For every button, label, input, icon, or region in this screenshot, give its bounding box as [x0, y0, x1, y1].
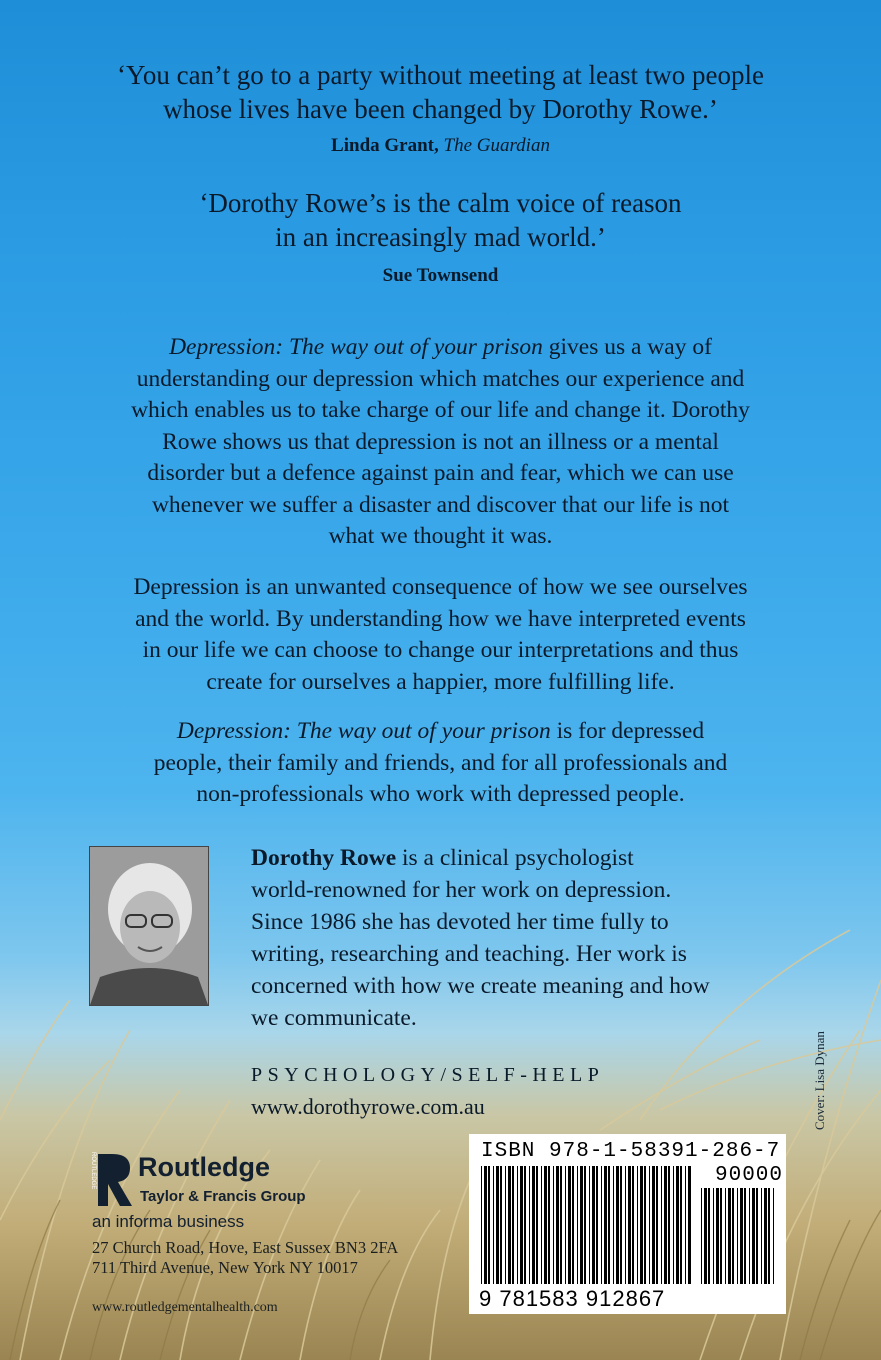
description-paragraph-2: Depression is an unwanted consequence of how we see ourselves and the world. By understanding how we have interpreted events in our life we can choose to change our interpretations and thus create for ourselves a happier, more fulfilling life.: [133, 574, 748, 695]
quote-source: The Guardian: [443, 135, 550, 156]
barcode-bar: [496, 1166, 499, 1284]
barcode-bar: [756, 1188, 758, 1284]
barcode-bar: [761, 1188, 762, 1284]
barcode-bar: [500, 1166, 502, 1284]
quote-2: [0, 186, 881, 254]
book-title-italic: Depression: The way out of your prison: [176, 718, 551, 744]
barcode-bar: [553, 1166, 554, 1284]
barcode-bar: [749, 1188, 750, 1284]
barcode-bar: [752, 1188, 755, 1284]
logo-lettering: ROUTLEDGE: [90, 1152, 96, 1190]
quote-line: ‘Dorothy Rowe’s is the calm voice of reason: [199, 188, 682, 218]
barcode-bar: [580, 1166, 583, 1284]
barcode-bar: [644, 1166, 646, 1284]
category-label: PSYCHOLOGY/SELF-HELP: [251, 1064, 605, 1086]
barcode-bar: [565, 1166, 566, 1284]
barcode-bar: [685, 1166, 686, 1284]
quote-1: [0, 58, 881, 126]
publisher-parent: an informa business: [92, 1212, 245, 1231]
barcode-bar: [713, 1188, 714, 1284]
barcode-bar: [661, 1166, 662, 1284]
price-code: 90000: [715, 1164, 784, 1187]
barcode-bar: [632, 1166, 634, 1284]
barcode-bar: [649, 1166, 650, 1284]
barcode-bar: [529, 1166, 530, 1284]
author-website-link[interactable]: www.dorothyrowe.com.au: [251, 1094, 485, 1119]
barcode-bar: [604, 1166, 607, 1284]
author-name: Dorothy Rowe: [251, 845, 397, 871]
barcode-bar: [652, 1166, 655, 1284]
barcode-bar: [773, 1188, 774, 1284]
barcode-bar: [625, 1166, 626, 1284]
quote-line: whose lives have been changed by Dorothy Rowe.’: [163, 94, 718, 124]
barcode-bar: [544, 1166, 547, 1284]
barcode-bar: [708, 1188, 710, 1284]
barcode-bar: [481, 1166, 482, 1284]
publisher-name: Routledge: [138, 1152, 270, 1182]
quote-line: ‘You can’t go to a party without meeting at least two people: [117, 60, 764, 90]
author-bio: Dorothy Rowe is a clinical psychologist world-renowned for her work on depression. Since 1986 she has devoted her time fully to writing, researching and teaching. Her work is concerned with how we create meaning and how we communicate.: [251, 845, 710, 1031]
barcode-bar: [596, 1166, 598, 1284]
quote-author: Sue Townsend: [382, 265, 499, 286]
barcode-bar: [764, 1188, 767, 1284]
barcode-bar: [673, 1166, 674, 1284]
barcode-bar: [704, 1188, 707, 1284]
barcode-bar: [584, 1166, 586, 1284]
author-portrait-icon: [90, 847, 208, 1005]
barcode-bar: [517, 1166, 518, 1284]
barcode-bar: [524, 1166, 526, 1284]
barcode-bar: [668, 1166, 670, 1284]
barcode-bar: [548, 1166, 550, 1284]
price-barcode-bars: [701, 1188, 777, 1284]
barcode-bar: [512, 1166, 514, 1284]
cover-credit: Cover: Lisa Dynan: [812, 1031, 827, 1130]
barcode-bar: [613, 1166, 614, 1284]
barcode-bar: [484, 1166, 487, 1284]
publisher-address-line: 27 Church Road, Hove, East Sussex BN3 2FA: [92, 1238, 399, 1257]
ean-barcode-bars: [481, 1166, 691, 1284]
description-paragraph-3: Depression: The way out of your prison is for depressed people, their family and friends, and for all professionals and non-professionals who work with depressed people.: [153, 718, 728, 807]
publisher-address-line: 711 Third Avenue, New York NY 10017: [92, 1258, 358, 1277]
barcode-bar: [728, 1188, 731, 1284]
barcode-bar: [505, 1166, 506, 1284]
quote-author: Linda Grant,: [331, 135, 439, 156]
barcode-bar: [520, 1166, 523, 1284]
barcode-bar: [720, 1188, 722, 1284]
barcode-bar: [620, 1166, 622, 1284]
publisher-group: Taylor & Francis Group: [140, 1188, 306, 1205]
barcode-bar: [541, 1166, 542, 1284]
barcode-bar: [676, 1166, 679, 1284]
barcode-bar: [628, 1166, 631, 1284]
isbn-barcode: [469, 1134, 786, 1314]
book-title-italic: Depression: The way out of your prison: [169, 334, 543, 360]
barcode-bar: [725, 1188, 726, 1284]
barcode-bar: [744, 1188, 746, 1284]
barcode-bar: [740, 1188, 743, 1284]
barcode-bar: [532, 1166, 535, 1284]
barcode-bar: [556, 1166, 559, 1284]
routledge-logo-icon: [92, 1150, 134, 1210]
barcode-bar: [664, 1166, 667, 1284]
barcode-bar: [493, 1166, 494, 1284]
barcode-bar: [608, 1166, 610, 1284]
barcode-bar: [616, 1166, 619, 1284]
author-photo: [89, 846, 209, 1006]
barcode-bar: [488, 1166, 490, 1284]
quote-attribution-1: [0, 135, 881, 157]
barcode-bar: [577, 1166, 578, 1284]
barcode-bar: [656, 1166, 658, 1284]
quote-attribution-2: [0, 265, 881, 287]
barcode-bar: [589, 1166, 590, 1284]
barcode-bar: [568, 1166, 571, 1284]
barcode-bar: [601, 1166, 602, 1284]
isbn-number: ISBN 978-1-58391-286-7: [481, 1140, 781, 1163]
barcode-bar: [688, 1166, 691, 1284]
barcode-bar: [716, 1188, 719, 1284]
barcode-bar: [768, 1188, 770, 1284]
barcode-bar: [737, 1188, 738, 1284]
barcode-bar: [701, 1188, 702, 1284]
barcode-bar: [536, 1166, 538, 1284]
description-paragraph-1: Depression: The way out of your prison gives us a way of understanding our depression which matches our experience and which enables us to take charge of our life and change it. Dorothy Rowe shows us that depression is not an illness or a mental disorder but a defence against pain and fear, which we can use whenever we suffer a disaster and discover that our life is not what we thought it was.: [131, 334, 750, 549]
barcode-bar: [560, 1166, 562, 1284]
quote-line: in an increasingly mad world.’: [275, 222, 606, 252]
publisher-website-link[interactable]: www.routledgementalhealth.com: [92, 1300, 278, 1315]
barcode-bar: [640, 1166, 643, 1284]
ean-number: 9 781583 912867: [479, 1286, 666, 1311]
barcode-bar: [680, 1166, 682, 1284]
barcode-bar: [637, 1166, 638, 1284]
barcode-bar: [592, 1166, 595, 1284]
barcode-bar: [732, 1188, 734, 1284]
barcode-bar: [508, 1166, 511, 1284]
barcode-bar: [572, 1166, 574, 1284]
